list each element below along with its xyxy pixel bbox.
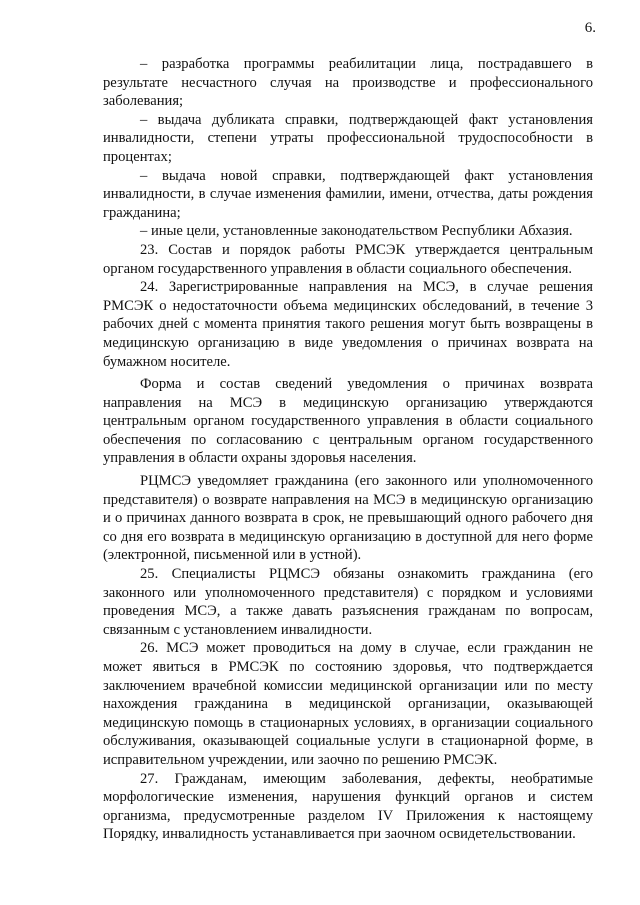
- clause-24-citizen-notification: РЦМСЭ уведомляет гражданина (его законного или уполномоченного представителя) о возврате направления на МСЭ в медицинскую организацию и о причинах данного возврата в срок, не превышающий одного рабочего дня со дня его возврата в медицинскую организацию в доступной для него форме (электронной, письменной или в устной).: [103, 473, 593, 564]
- list-item-other-purposes: – иные цели, установленные законодательством Республики Абхазия.: [140, 223, 573, 240]
- clause-24-notice-form: Форма и состав сведений уведомления о причинах возврата направления на МСЭ в медицинскую организацию утверждаются центральным органом государственного управления в области социального обеспечения по согласованию с центральным органом государственного управления в области охраны здоровья населения.: [103, 376, 593, 467]
- clause-24: 24. Зарегистрированные направления на МСЭ, в случае решения РМСЭК о недостаточности объема медицинских обследований, в течение 3 рабочих дней с момента принятия такого решения могут быть возвращены в медицинскую организацию в виде уведомления о причинах возврата на бумажном носителе.: [103, 279, 593, 370]
- clause-26: 26. МСЭ может проводиться на дому в случае, если гражданин не может явиться в РМСЭК по состоянию здоровья, что подтверждается заключением врачебной комиссии медицинской организации или по месту нахождения гражданина в медицинской организации, оказывающей медицинскую помощь в стационарных условиях, в организации социального обслуживания, оказывающей социальные услуги в стационарной форме, в исправительном учреждении, или заочно по решению РМСЭК.: [103, 640, 593, 768]
- clause-25: 25. Специалисты РЦМСЭ обязаны ознакомить гражданина (его законного или уполномоченного представителя) с порядком и условиями проведения МСЭ, а также давать разъяснения гражданам по вопросам, связанным с установлением инвалидности.: [103, 566, 593, 638]
- clause-27: 27. Гражданам, имеющим заболевания, дефекты, необратимые морфологические изменения, нарушения функций органов и систем организма, предусмотренные разделом IV Приложения к настоящему Порядку, инвалидность устанавливается при заочном освидетельствовании.: [103, 770, 593, 843]
- document-body: [103, 55, 593, 844]
- clause-23: 23. Состав и порядок работы РМСЭК утверждается центральным органом государственного управления в области социального обеспечения.: [103, 241, 593, 277]
- list-item-new-certificate: – выдача новой справки, подтверждающей факт установления инвалидности, в случае изменения фамилии, имени, отчества, даты рождения гражданина;: [103, 167, 593, 221]
- page-number: 6.: [584, 20, 596, 36]
- list-item-duplicate-certificate: – выдача дубликата справки, подтверждающей факт установления инвалидности, степени утраты профессиональной трудоспособности в процентах;: [103, 111, 593, 165]
- list-item-rehabilitation-program: – разработка программы реабилитации лица, пострадавшего в результате несчастного случая на производстве и профессионального заболевания;: [103, 56, 593, 110]
